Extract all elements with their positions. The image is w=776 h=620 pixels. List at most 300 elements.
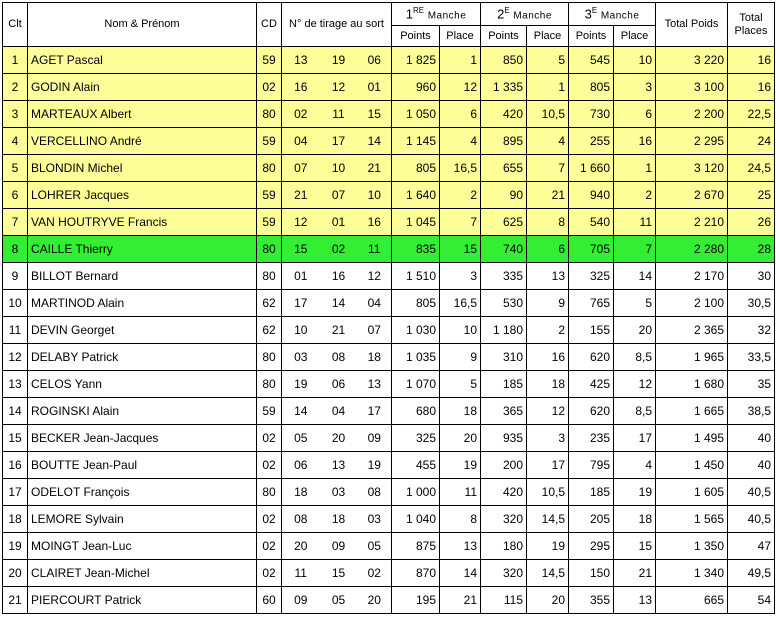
- draw-cell-2: 15: [320, 560, 358, 587]
- header-total-poids: Total Poids: [656, 3, 728, 47]
- place-cell-2: 2: [527, 317, 569, 344]
- points-cell-1: 1 640: [392, 182, 440, 209]
- points-cell-1: 1 000: [392, 479, 440, 506]
- total-places-cell: 28: [728, 236, 775, 263]
- points-cell-3: 805: [569, 74, 614, 101]
- place-cell-3: 14: [614, 263, 656, 290]
- rank-cell: 21: [3, 587, 28, 614]
- points-cell-3: 795: [569, 452, 614, 479]
- points-cell-1: 1 070: [392, 371, 440, 398]
- points-cell-3: 730: [569, 101, 614, 128]
- total-places-cell: 49,5: [728, 560, 775, 587]
- header-place-3: Place: [614, 26, 656, 47]
- rank-cell: 14: [3, 398, 28, 425]
- draw-cell-3: 15: [358, 101, 392, 128]
- cd-cell: 02: [257, 74, 282, 101]
- total-places-cell: 24: [728, 128, 775, 155]
- points-cell-3: 325: [569, 263, 614, 290]
- draw-cell-1: 13: [282, 47, 320, 74]
- cd-cell: 59: [257, 398, 282, 425]
- cd-cell: 02: [257, 452, 282, 479]
- place-cell-2: 5: [527, 47, 569, 74]
- table-row: [3, 533, 775, 560]
- table-row: [3, 290, 775, 317]
- cd-cell: 59: [257, 128, 282, 155]
- rank-cell: 12: [3, 344, 28, 371]
- points-cell-2: 850: [481, 47, 527, 74]
- cd-cell: 62: [257, 290, 282, 317]
- name-cell: AGET Pascal: [28, 47, 257, 74]
- draw-cell-3: 10: [358, 182, 392, 209]
- total-poids-cell: 3 100: [656, 74, 728, 101]
- table-row: [3, 155, 775, 182]
- header-manche-1: 1RE Manche: [392, 3, 481, 26]
- draw-cell-3: 18: [358, 344, 392, 371]
- header-points-3: Points: [569, 26, 614, 47]
- draw-cell-2: 02: [320, 236, 358, 263]
- draw-cell-3: 02: [358, 560, 392, 587]
- place-cell-3: 16: [614, 128, 656, 155]
- rank-cell: 20: [3, 560, 28, 587]
- points-cell-2: 115: [481, 587, 527, 614]
- place-cell-3: 1: [614, 155, 656, 182]
- draw-cell-2: 01: [320, 209, 358, 236]
- draw-cell-2: 13: [320, 452, 358, 479]
- draw-cell-2: 17: [320, 128, 358, 155]
- points-cell-2: 1 335: [481, 74, 527, 101]
- points-cell-2: 320: [481, 560, 527, 587]
- draw-cell-2: 19: [320, 47, 358, 74]
- points-cell-1: 1 030: [392, 317, 440, 344]
- cd-cell: 02: [257, 425, 282, 452]
- header-points-1: Points: [392, 26, 440, 47]
- place-cell-3: 17: [614, 425, 656, 452]
- draw-cell-3: 17: [358, 398, 392, 425]
- total-places-cell: 40: [728, 425, 775, 452]
- place-cell-3: 3: [614, 74, 656, 101]
- place-cell-1: 1: [440, 47, 481, 74]
- place-cell-1: 4: [440, 128, 481, 155]
- header-draw: N° de tirage au sort: [282, 3, 392, 47]
- points-cell-1: 325: [392, 425, 440, 452]
- place-cell-2: 4: [527, 128, 569, 155]
- name-cell: CLAIRET Jean-Michel: [28, 560, 257, 587]
- place-cell-3: 12: [614, 371, 656, 398]
- place-cell-2: 7: [527, 155, 569, 182]
- place-cell-3: 19: [614, 479, 656, 506]
- table-row: [3, 74, 775, 101]
- table-row: [3, 371, 775, 398]
- draw-cell-1: 12: [282, 209, 320, 236]
- rank-cell: 9: [3, 263, 28, 290]
- draw-cell-1: 19: [282, 371, 320, 398]
- points-cell-3: 545: [569, 47, 614, 74]
- name-cell: ROGINSKI Alain: [28, 398, 257, 425]
- place-cell-1: 16,5: [440, 155, 481, 182]
- place-cell-2: 10,5: [527, 101, 569, 128]
- total-places-cell: 40: [728, 452, 775, 479]
- rank-cell: 10: [3, 290, 28, 317]
- draw-cell-2: 16: [320, 263, 358, 290]
- table-row: [3, 398, 775, 425]
- place-cell-2: 13: [527, 263, 569, 290]
- name-cell: MARTEAUX Albert: [28, 101, 257, 128]
- total-poids-cell: 1 965: [656, 344, 728, 371]
- draw-cell-1: 20: [282, 533, 320, 560]
- name-cell: PIERCOURT Patrick: [28, 587, 257, 614]
- cd-cell: 59: [257, 209, 282, 236]
- total-poids-cell: 2 200: [656, 101, 728, 128]
- draw-cell-2: 18: [320, 506, 358, 533]
- header-row-1: [3, 3, 775, 26]
- place-cell-2: 9: [527, 290, 569, 317]
- place-cell-2: 3: [527, 425, 569, 452]
- draw-cell-2: 03: [320, 479, 358, 506]
- total-places-cell: 47: [728, 533, 775, 560]
- place-cell-2: 1: [527, 74, 569, 101]
- points-cell-3: 620: [569, 344, 614, 371]
- points-cell-1: 1 510: [392, 263, 440, 290]
- cd-cell: 80: [257, 371, 282, 398]
- table-row: [3, 479, 775, 506]
- place-cell-3: 15: [614, 533, 656, 560]
- points-cell-1: 960: [392, 74, 440, 101]
- total-places-cell: 40,5: [728, 479, 775, 506]
- points-cell-1: 1 040: [392, 506, 440, 533]
- draw-cell-2: 14: [320, 290, 358, 317]
- place-cell-1: 6: [440, 101, 481, 128]
- place-cell-2: 16: [527, 344, 569, 371]
- draw-cell-1: 08: [282, 506, 320, 533]
- total-poids-cell: 1 450: [656, 452, 728, 479]
- total-poids-cell: 1 340: [656, 560, 728, 587]
- points-cell-1: 870: [392, 560, 440, 587]
- name-cell: DELABY Patrick: [28, 344, 257, 371]
- points-cell-1: 1 145: [392, 128, 440, 155]
- draw-cell-3: 16: [358, 209, 392, 236]
- draw-cell-1: 07: [282, 155, 320, 182]
- name-cell: GODIN Alain: [28, 74, 257, 101]
- place-cell-1: 5: [440, 371, 481, 398]
- place-cell-3: 13: [614, 587, 656, 614]
- cd-cell: 80: [257, 155, 282, 182]
- draw-cell-2: 04: [320, 398, 358, 425]
- draw-cell-3: 09: [358, 425, 392, 452]
- rank-cell: 16: [3, 452, 28, 479]
- total-places-cell: 24,5: [728, 155, 775, 182]
- place-cell-2: 8: [527, 209, 569, 236]
- points-cell-2: 895: [481, 128, 527, 155]
- points-cell-1: 455: [392, 452, 440, 479]
- points-cell-2: 200: [481, 452, 527, 479]
- draw-cell-3: 05: [358, 533, 392, 560]
- place-cell-1: 19: [440, 452, 481, 479]
- total-places-cell: 54: [728, 587, 775, 614]
- place-cell-3: 21: [614, 560, 656, 587]
- draw-cell-1: 04: [282, 128, 320, 155]
- total-poids-cell: 2 365: [656, 317, 728, 344]
- points-cell-3: 295: [569, 533, 614, 560]
- rank-cell: 15: [3, 425, 28, 452]
- table-row: [3, 506, 775, 533]
- place-cell-3: 5: [614, 290, 656, 317]
- total-poids-cell: 2 170: [656, 263, 728, 290]
- rank-cell: 17: [3, 479, 28, 506]
- draw-cell-1: 16: [282, 74, 320, 101]
- points-cell-1: 1 825: [392, 47, 440, 74]
- cd-cell: 80: [257, 344, 282, 371]
- points-cell-3: 705: [569, 236, 614, 263]
- points-cell-3: 765: [569, 290, 614, 317]
- draw-cell-1: 01: [282, 263, 320, 290]
- header-manche-3: $3^E$ Manche: [569, 3, 656, 26]
- place-cell-3: 7: [614, 236, 656, 263]
- table-row: [3, 425, 775, 452]
- header-manche-2: $2^E$ Manche: [481, 3, 569, 26]
- draw-cell-3: 11: [358, 236, 392, 263]
- place-cell-3: 8,5: [614, 344, 656, 371]
- place-cell-2: 14,5: [527, 506, 569, 533]
- total-poids-cell: 3 120: [656, 155, 728, 182]
- cd-cell: 80: [257, 263, 282, 290]
- total-places-cell: 25: [728, 182, 775, 209]
- name-cell: LOHRER Jacques: [28, 182, 257, 209]
- draw-cell-3: 13: [358, 371, 392, 398]
- place-cell-1: 16,5: [440, 290, 481, 317]
- rank-cell: 1: [3, 47, 28, 74]
- points-cell-2: 1 180: [481, 317, 527, 344]
- header-cd: CD: [257, 3, 282, 47]
- draw-cell-1: 02: [282, 101, 320, 128]
- draw-cell-2: 20: [320, 425, 358, 452]
- draw-cell-2: 09: [320, 533, 358, 560]
- results-body: [3, 47, 775, 614]
- total-places-cell: 30,5: [728, 290, 775, 317]
- draw-cell-1: 14: [282, 398, 320, 425]
- cd-cell: 02: [257, 560, 282, 587]
- place-cell-3: 10: [614, 47, 656, 74]
- total-poids-cell: 2 295: [656, 128, 728, 155]
- table-row: [3, 47, 775, 74]
- draw-cell-2: 06: [320, 371, 358, 398]
- rank-cell: 11: [3, 317, 28, 344]
- header-total-places: Total Places: [728, 3, 775, 47]
- points-cell-2: 530: [481, 290, 527, 317]
- place-cell-1: 20: [440, 425, 481, 452]
- cd-cell: 62: [257, 317, 282, 344]
- total-places-cell: 22,5: [728, 101, 775, 128]
- rank-cell: 18: [3, 506, 28, 533]
- total-poids-cell: 1 495: [656, 425, 728, 452]
- points-cell-1: 835: [392, 236, 440, 263]
- place-cell-3: 4: [614, 452, 656, 479]
- place-cell-2: 14,5: [527, 560, 569, 587]
- place-cell-1: 15: [440, 236, 481, 263]
- draw-cell-3: 19: [358, 452, 392, 479]
- points-cell-2: 655: [481, 155, 527, 182]
- points-cell-3: 540: [569, 209, 614, 236]
- name-cell: MOINGT Jean-Luc: [28, 533, 257, 560]
- draw-cell-1: 05: [282, 425, 320, 452]
- place-cell-3: 6: [614, 101, 656, 128]
- draw-cell-3: 06: [358, 47, 392, 74]
- name-cell: VAN HOUTRYVE Francis: [28, 209, 257, 236]
- place-cell-2: 21: [527, 182, 569, 209]
- points-cell-3: 940: [569, 182, 614, 209]
- draw-cell-1: 17: [282, 290, 320, 317]
- place-cell-1: 13: [440, 533, 481, 560]
- table-row: [3, 236, 775, 263]
- points-cell-2: 625: [481, 209, 527, 236]
- draw-cell-3: 07: [358, 317, 392, 344]
- table-row: [3, 344, 775, 371]
- table-row: [3, 101, 775, 128]
- points-cell-2: 180: [481, 533, 527, 560]
- place-cell-1: 8: [440, 506, 481, 533]
- points-cell-2: 740: [481, 236, 527, 263]
- points-cell-3: 150: [569, 560, 614, 587]
- total-places-cell: 30: [728, 263, 775, 290]
- place-cell-1: 11: [440, 479, 481, 506]
- total-poids-cell: 665: [656, 587, 728, 614]
- draw-cell-3: 03: [358, 506, 392, 533]
- place-cell-1: 2: [440, 182, 481, 209]
- rank-cell: 5: [3, 155, 28, 182]
- results-table: [2, 2, 775, 614]
- draw-cell-3: 12: [358, 263, 392, 290]
- draw-cell-3: 01: [358, 74, 392, 101]
- draw-cell-2: 05: [320, 587, 358, 614]
- draw-cell-1: 03: [282, 344, 320, 371]
- place-cell-3: 8,5: [614, 398, 656, 425]
- points-cell-1: 1 050: [392, 101, 440, 128]
- header-place-1: Place: [440, 26, 481, 47]
- total-places-cell: 16: [728, 47, 775, 74]
- rank-cell: 2: [3, 74, 28, 101]
- total-poids-cell: 1 565: [656, 506, 728, 533]
- rank-cell: 13: [3, 371, 28, 398]
- cd-cell: 80: [257, 236, 282, 263]
- cd-cell: 59: [257, 182, 282, 209]
- table-row: [3, 209, 775, 236]
- place-cell-2: 10,5: [527, 479, 569, 506]
- name-cell: ODELOT François: [28, 479, 257, 506]
- table-row: [3, 587, 775, 614]
- total-poids-cell: 2 100: [656, 290, 728, 317]
- place-cell-3: 2: [614, 182, 656, 209]
- cd-cell: 80: [257, 479, 282, 506]
- place-cell-1: 18: [440, 398, 481, 425]
- total-places-cell: 40,5: [728, 506, 775, 533]
- draw-cell-2: 10: [320, 155, 358, 182]
- table-row: [3, 182, 775, 209]
- name-cell: BILLOT Bernard: [28, 263, 257, 290]
- name-cell: DEVIN Georget: [28, 317, 257, 344]
- points-cell-3: 425: [569, 371, 614, 398]
- header-name: Nom & Prénom: [28, 3, 257, 47]
- total-poids-cell: 1 665: [656, 398, 728, 425]
- name-cell: CAILLE Thierry: [28, 236, 257, 263]
- place-cell-2: 19: [527, 533, 569, 560]
- name-cell: BECKER Jean-Jacques: [28, 425, 257, 452]
- total-poids-cell: 2 210: [656, 209, 728, 236]
- draw-cell-3: 04: [358, 290, 392, 317]
- points-cell-3: 355: [569, 587, 614, 614]
- table-row: [3, 317, 775, 344]
- draw-cell-3: 14: [358, 128, 392, 155]
- total-places-cell: 16: [728, 74, 775, 101]
- total-places-cell: 32: [728, 317, 775, 344]
- draw-cell-3: 08: [358, 479, 392, 506]
- draw-cell-1: 11: [282, 560, 320, 587]
- points-cell-2: 310: [481, 344, 527, 371]
- name-cell: LEMORE Sylvain: [28, 506, 257, 533]
- points-cell-2: 335: [481, 263, 527, 290]
- points-cell-1: 875: [392, 533, 440, 560]
- cd-cell: 02: [257, 533, 282, 560]
- draw-cell-1: 10: [282, 317, 320, 344]
- rank-cell: 6: [3, 182, 28, 209]
- points-cell-1: 1 035: [392, 344, 440, 371]
- points-cell-2: 185: [481, 371, 527, 398]
- table-row: [3, 560, 775, 587]
- draw-cell-1: 09: [282, 587, 320, 614]
- points-cell-3: 620: [569, 398, 614, 425]
- points-cell-2: 420: [481, 101, 527, 128]
- name-cell: MARTINOD Alain: [28, 290, 257, 317]
- name-cell: CELOS Yann: [28, 371, 257, 398]
- draw-cell-1: 18: [282, 479, 320, 506]
- total-places-cell: 26: [728, 209, 775, 236]
- header-place-2: Place: [527, 26, 569, 47]
- draw-cell-1: 06: [282, 452, 320, 479]
- points-cell-3: 185: [569, 479, 614, 506]
- total-places-cell: 38,5: [728, 398, 775, 425]
- place-cell-1: 9: [440, 344, 481, 371]
- draw-cell-2: 12: [320, 74, 358, 101]
- table-row: [3, 263, 775, 290]
- points-cell-2: 365: [481, 398, 527, 425]
- table-row: [3, 452, 775, 479]
- total-poids-cell: 2 670: [656, 182, 728, 209]
- points-cell-1: 1 045: [392, 209, 440, 236]
- place-cell-3: 20: [614, 317, 656, 344]
- table-row: [3, 128, 775, 155]
- draw-cell-2: 08: [320, 344, 358, 371]
- points-cell-3: 255: [569, 128, 614, 155]
- place-cell-2: 20: [527, 587, 569, 614]
- header-points-2: Points: [481, 26, 527, 47]
- points-cell-2: 320: [481, 506, 527, 533]
- total-places-cell: 35: [728, 371, 775, 398]
- points-cell-2: 935: [481, 425, 527, 452]
- place-cell-1: 21: [440, 587, 481, 614]
- points-cell-3: 235: [569, 425, 614, 452]
- rank-cell: 3: [3, 101, 28, 128]
- cd-cell: 59: [257, 47, 282, 74]
- rank-cell: 19: [3, 533, 28, 560]
- draw-cell-1: 15: [282, 236, 320, 263]
- name-cell: BOUTTE Jean-Paul: [28, 452, 257, 479]
- points-cell-1: 805: [392, 155, 440, 182]
- points-cell-3: 1 660: [569, 155, 614, 182]
- draw-cell-2: 11: [320, 101, 358, 128]
- total-poids-cell: 1 350: [656, 533, 728, 560]
- place-cell-2: 6: [527, 236, 569, 263]
- place-cell-2: 18: [527, 371, 569, 398]
- total-poids-cell: 2 280: [656, 236, 728, 263]
- place-cell-1: 3: [440, 263, 481, 290]
